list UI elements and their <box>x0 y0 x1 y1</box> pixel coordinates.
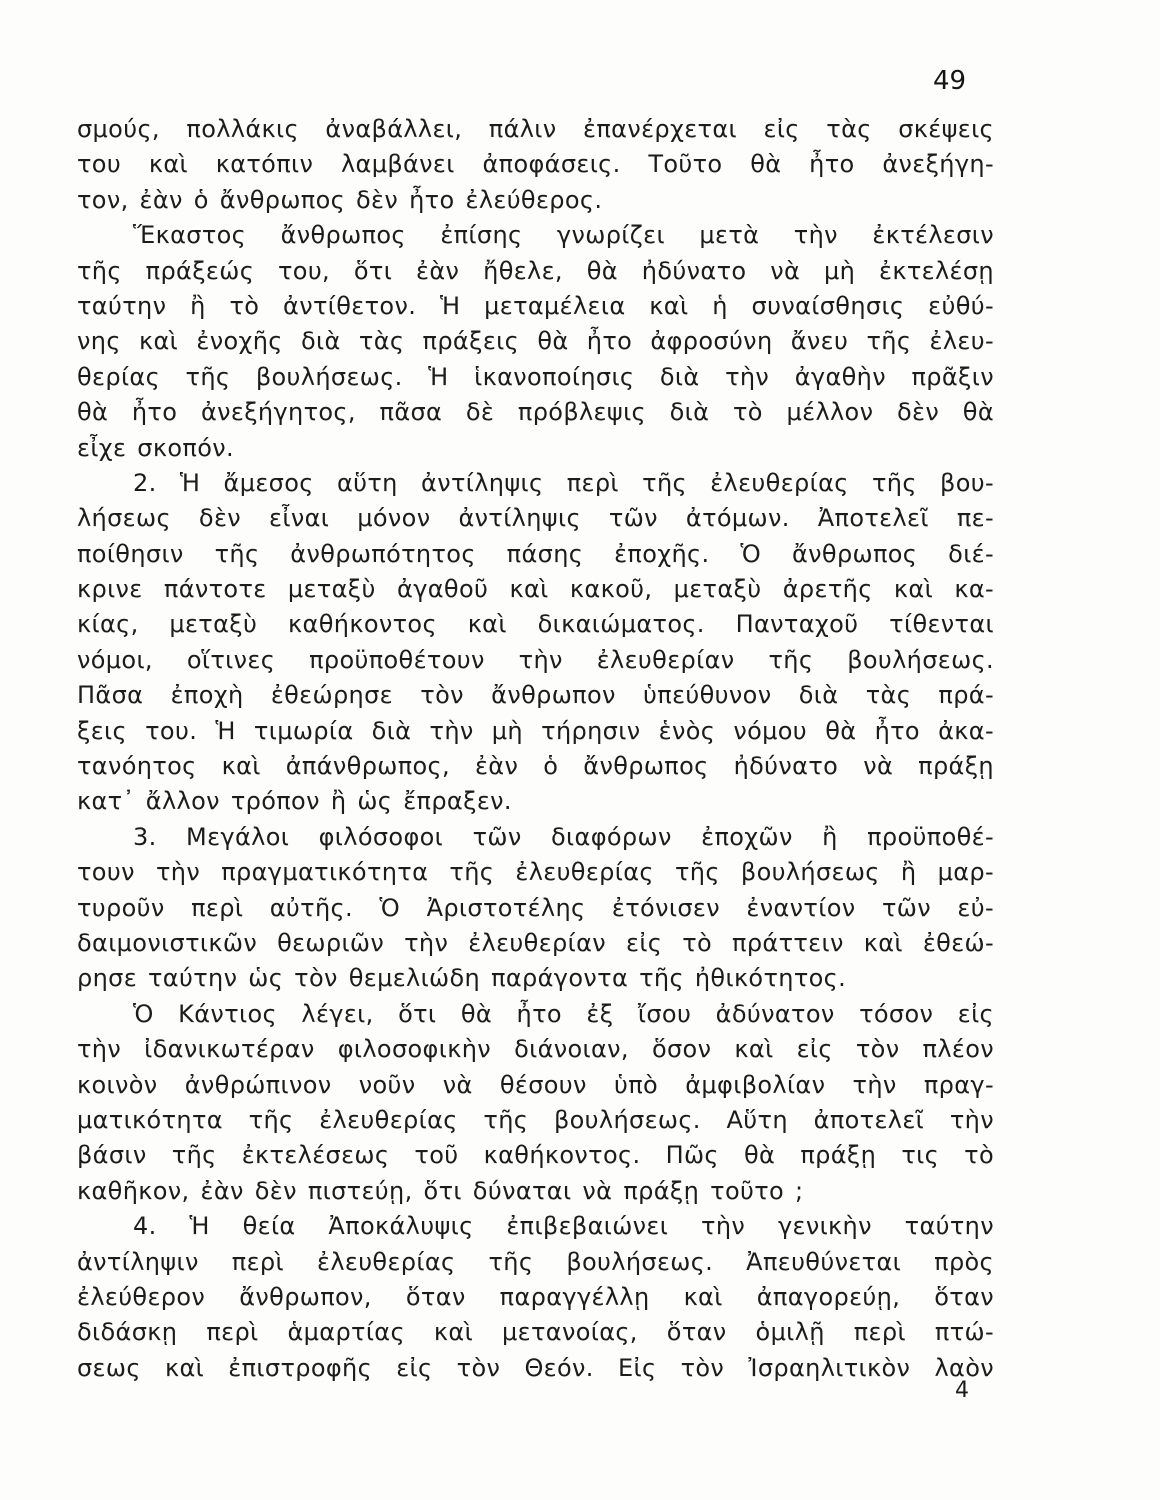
text-line: 2. Ἡ ἄμεσος αὕτη ἀντίληψις περὶ τῆς ἐλευθερίας τῆς βου- <box>133 468 994 497</box>
text-line: 4. Ἡ θεία Ἀποκάλυψις ἐπιβεβαιώνει τὴν γενικὴν ταύτην <box>133 1212 994 1241</box>
body-text <box>77 112 994 1386</box>
text-line: κατ᾿ ἄλλον τρόπον ἢ ὡς ἔπραξεν. <box>77 787 512 816</box>
text-line: τον, ἐὰν ὁ ἄνθρωπος δὲν ἦτο ἐλεύθερος. <box>77 185 603 214</box>
text-line: σεως καὶ ἐπιστροφῆς εἰς τὸν Θεόν. Εἰς τὸν Ἰσραηλιτικὸν λαὸν <box>77 1353 994 1382</box>
text-line: κρινε πάντοτε μεταξὺ ἀγαθοῦ καὶ κακοῦ, μεταξὺ ἀρετῆς καὶ κα- <box>77 575 994 604</box>
text-line: σμούς, πολλάκις ἀναβάλλει, πάλιν ἐπανέρχεται εἰς τὰς σκέψεις <box>77 115 994 143</box>
signature-mark: 4 <box>955 1378 969 1403</box>
text-line: Ἕκαστος ἄνθρωπος ἐπίσης γνωρίζει μετὰ τὴν ἐκτέλεσιν <box>133 221 994 250</box>
text-line: ξεις του. Ἡ τιμωρία διὰ τὴν μὴ τήρησιν ἑνὸς νόμου θὰ ἦτο ἀκα- <box>77 716 994 745</box>
text-line: Πᾶσα ἐποχὴ ἐθεώρησε τὸν ἄνθρωπον ὑπεύθυνον διὰ τὰς πρά- <box>77 681 994 710</box>
text-line: νόμοι, οἵτινες προϋποθέτουν τὴν ἐλευθερίαν τῆς βουλήσεως. <box>77 645 994 674</box>
text-line: ἀντίληψιν περὶ ἐλευθερίας τῆς βουλήσεως. Ἀπευθύνεται πρὸς <box>77 1247 994 1276</box>
text-line: λήσεως δὲν εἶναι μόνον ἀντίληψις τῶν ἀτόμων. Ἀποτελεῖ πε- <box>77 504 994 533</box>
text-line: βάσιν τῆς ἐκτελέσεως τοῦ καθήκοντος. Πῶς θὰ πράξῃ τις τὸ <box>77 1141 994 1170</box>
page-number: 49 <box>933 66 967 96</box>
text-line: θὰ ἦτο ἀνεξήγητος, πᾶσα δὲ πρόβλεψις διὰ τὸ μέλλον δὲν θὰ <box>77 398 994 427</box>
text-line: ματικότητα τῆς ἐλευθερίας τῆς βουλήσεως. Αὕτη ἀποτελεῖ τὴν <box>77 1105 994 1134</box>
text-line: τανόητος καὶ ἀπάνθρωπος, ἐὰν ὁ ἄνθρωπος ἠδύνατο νὰ πράξῃ <box>77 752 994 781</box>
text-line: θερίας τῆς βουλήσεως. Ἡ ἱκανοποίησις διὰ τὴν ἀγαθὴν πρᾶξιν <box>77 362 994 391</box>
text-line: διδάσκῃ περὶ ἁμαρτίας καὶ μετανοίας, ὅταν ὁμιλῇ περὶ πτώ- <box>77 1318 994 1347</box>
text-line: τῆς πράξεώς του, ὅτι ἐὰν ἤθελε, θὰ ἠδύνατο νὰ μὴ ἐκτελέσῃ <box>77 256 994 285</box>
text-line: κίας, μεταξὺ καθήκοντος καὶ δικαιώματος. Πανταχοῦ τίθενται <box>77 610 994 639</box>
text-line: του καὶ κατόπιν λαμβάνει ἀποφάσεις. Τοῦτο θὰ ἦτο ἀνεξήγη- <box>77 150 994 179</box>
text-line: εἶχε σκοπόν. <box>77 433 234 462</box>
text-line: τὴν ἰδανικωτέραν φιλοσοφικὴν διάνοιαν, ὅσον καὶ εἰς τὸν πλέον <box>77 1035 994 1064</box>
text-line: ταύτην ἢ τὸ ἀντίθετον. Ἡ μεταμέλεια καὶ ἡ συναίσθησις εὐθύ- <box>77 291 994 320</box>
text-line: τυροῦν περὶ αὐτῆς. Ὁ Ἀριστοτέλης ἐτόνισεν ἐναντίον τῶν εὐ- <box>77 893 994 922</box>
text-line: νης καὶ ἐνοχῆς διὰ τὰς πράξεις θὰ ἦτο ἀφροσύνη ἄνευ τῆς ἐλευ- <box>77 327 994 356</box>
text-line: 3. Μεγάλοι φιλόσοφοι τῶν διαφόρων ἐποχῶν ἢ προϋποθέ- <box>133 822 994 851</box>
text-line: ρησε ταύτην ὡς τὸν θεμελιώδη παράγοντα τῆς ἠθικότητος. <box>77 964 847 993</box>
text-line: δαιμονιστικῶν θεωριῶν τὴν ἐλευθερίαν εἰς τὸ πράττειν καὶ ἐθεώ- <box>77 928 994 957</box>
text-line: κοινὸν ἀνθρώπινον νοῦν νὰ θέσουν ὑπὸ ἀμφιβολίαν τὴν πραγ- <box>77 1070 994 1099</box>
text-line: ποίθησιν τῆς ἀνθρωπότητος πάσης ἐποχῆς. Ὁ ἄνθρωπος διέ- <box>77 539 994 568</box>
text-line: ἐλεύθερον ἄνθρωπον, ὅταν παραγγέλλῃ καὶ ἀπαγορεύῃ, ὅταν <box>77 1282 994 1311</box>
text-line: Ὁ Κάντιος λέγει, ὅτι θὰ ἦτο ἐξ ἴσου ἀδύνατον τόσον εἰς <box>133 999 994 1028</box>
text-line: τουν τὴν πραγματικότητα τῆς ἐλευθερίας τῆς βουλήσεως ἢ μαρ- <box>77 858 994 887</box>
text-line: καθῆκον, ἐὰν δὲν πιστεύῃ, ὅτι δύναται νὰ πράξῃ τοῦτο ; <box>77 1176 804 1205</box>
